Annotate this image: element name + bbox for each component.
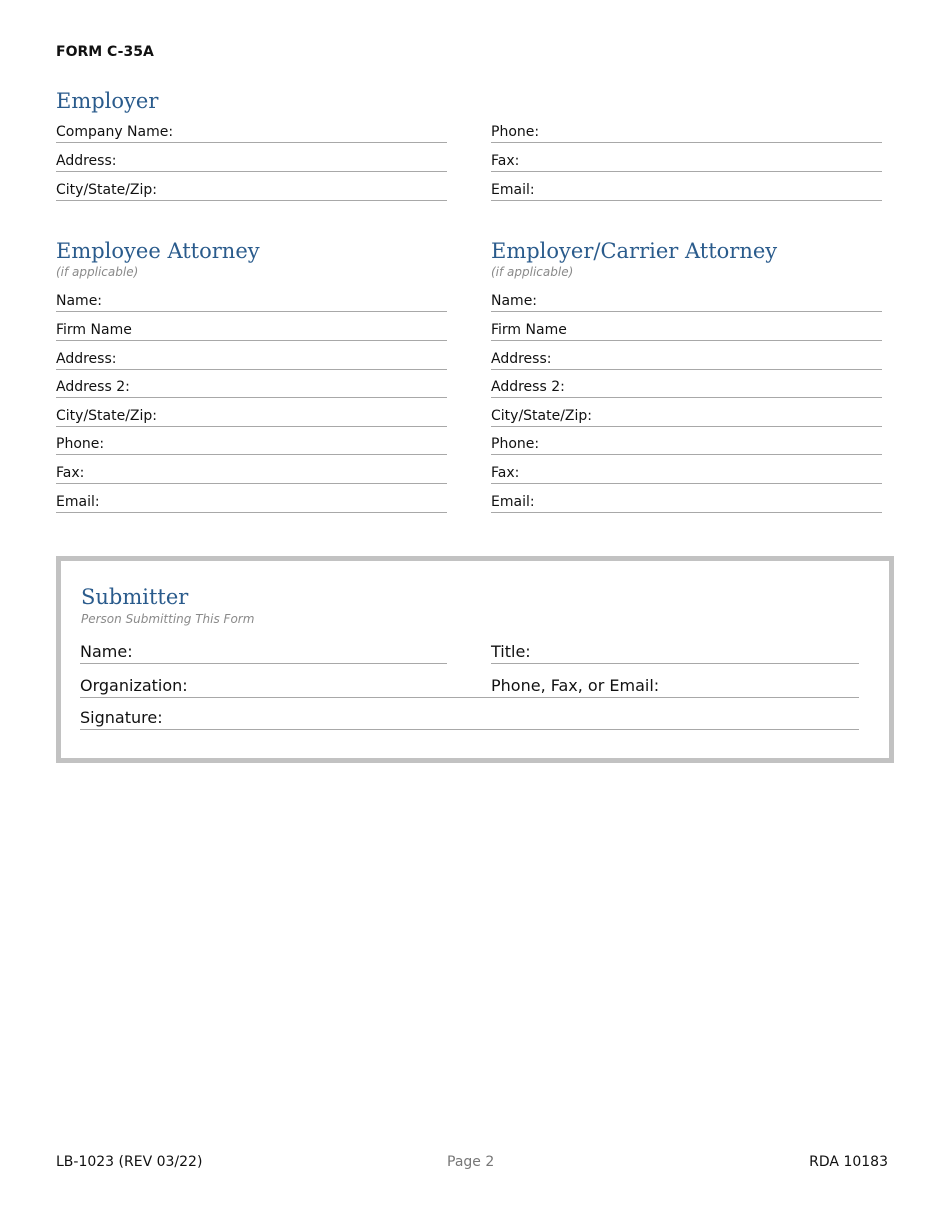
field-label: Firm Name <box>491 322 567 338</box>
submitter-organization-field[interactable] <box>80 670 859 698</box>
field-label: Fax: <box>491 465 520 481</box>
employee-attorney-email-field[interactable] <box>56 485 447 513</box>
field-label: Company Name: <box>56 124 174 140</box>
field-label: City/State/Zip: <box>491 408 593 424</box>
field-label: Phone: <box>491 124 540 140</box>
employer-city-state-zip-field[interactable] <box>56 173 447 201</box>
field-label: Name: <box>56 293 103 309</box>
carrier-attorney-phone-field[interactable] <box>491 427 882 455</box>
carrier-attorney-heading: Employer/Carrier Attorney <box>491 239 778 263</box>
field-label: Fax: <box>56 465 85 481</box>
footer-form-rev: LB-1023 (REV 03/22) <box>56 1154 203 1170</box>
field-label: Organization: <box>80 676 188 695</box>
employee-attorney-heading: Employee Attorney <box>56 239 260 263</box>
employer-heading: Employer <box>56 89 159 113</box>
field-label: Address 2: <box>56 379 130 395</box>
carrier-attorney-address-field[interactable] <box>491 342 882 370</box>
employer-address-field[interactable] <box>56 144 447 172</box>
employee-attorney-phone-field[interactable] <box>56 427 447 455</box>
employee-attorney-note: (if applicable) <box>56 265 139 279</box>
field-label: City/State/Zip: <box>56 408 158 424</box>
form-id: FORM C-35A <box>56 44 154 60</box>
carrier-attorney-firm-field[interactable] <box>491 313 882 341</box>
field-label: Name: <box>80 642 133 661</box>
submitter-title-field[interactable] <box>491 636 859 664</box>
field-label: City/State/Zip: <box>56 182 158 198</box>
carrier-attorney-name-field[interactable] <box>491 284 882 312</box>
employer-fax-field[interactable] <box>491 144 882 172</box>
carrier-attorney-note: (if applicable) <box>491 265 574 279</box>
submitter-heading: Submitter <box>81 585 189 609</box>
employee-attorney-address2-field[interactable] <box>56 370 447 398</box>
footer-rda: RDA 10183 <box>809 1154 888 1170</box>
employee-attorney-address-field[interactable] <box>56 342 447 370</box>
employee-attorney-fax-field[interactable] <box>56 456 447 484</box>
field-label: Address 2: <box>491 379 565 395</box>
submitter-signature-field[interactable] <box>80 702 859 730</box>
carrier-attorney-city-field[interactable] <box>491 399 882 427</box>
field-label: Firm Name <box>56 322 132 338</box>
field-label: Title: <box>491 642 531 661</box>
field-label: Address: <box>56 153 117 169</box>
employer-company-name-field[interactable] <box>56 115 447 143</box>
field-label: Name: <box>491 293 538 309</box>
employee-attorney-firm-field[interactable] <box>56 313 447 341</box>
submitter-note: Person Submitting This Form <box>81 612 255 626</box>
field-label: Address: <box>56 351 117 367</box>
employer-phone-field[interactable] <box>491 115 882 143</box>
footer-page-number: Page 2 <box>447 1154 495 1170</box>
field-label: Email: <box>56 494 100 510</box>
field-label: Email: <box>491 494 535 510</box>
carrier-attorney-fax-field[interactable] <box>491 456 882 484</box>
field-label: Fax: <box>491 153 520 169</box>
submitter-name-field[interactable] <box>80 636 447 664</box>
carrier-attorney-email-field[interactable] <box>491 485 882 513</box>
carrier-attorney-address2-field[interactable] <box>491 370 882 398</box>
field-label: Phone: <box>491 436 540 452</box>
employer-email-field[interactable] <box>491 173 882 201</box>
field-label: Phone: <box>56 436 105 452</box>
field-label-contact: Phone, Fax, or Email: <box>491 676 660 695</box>
employee-attorney-city-field[interactable] <box>56 399 447 427</box>
field-label: Signature: <box>80 708 163 727</box>
field-label: Address: <box>491 351 552 367</box>
employee-attorney-name-field[interactable] <box>56 284 447 312</box>
field-label: Email: <box>491 182 535 198</box>
